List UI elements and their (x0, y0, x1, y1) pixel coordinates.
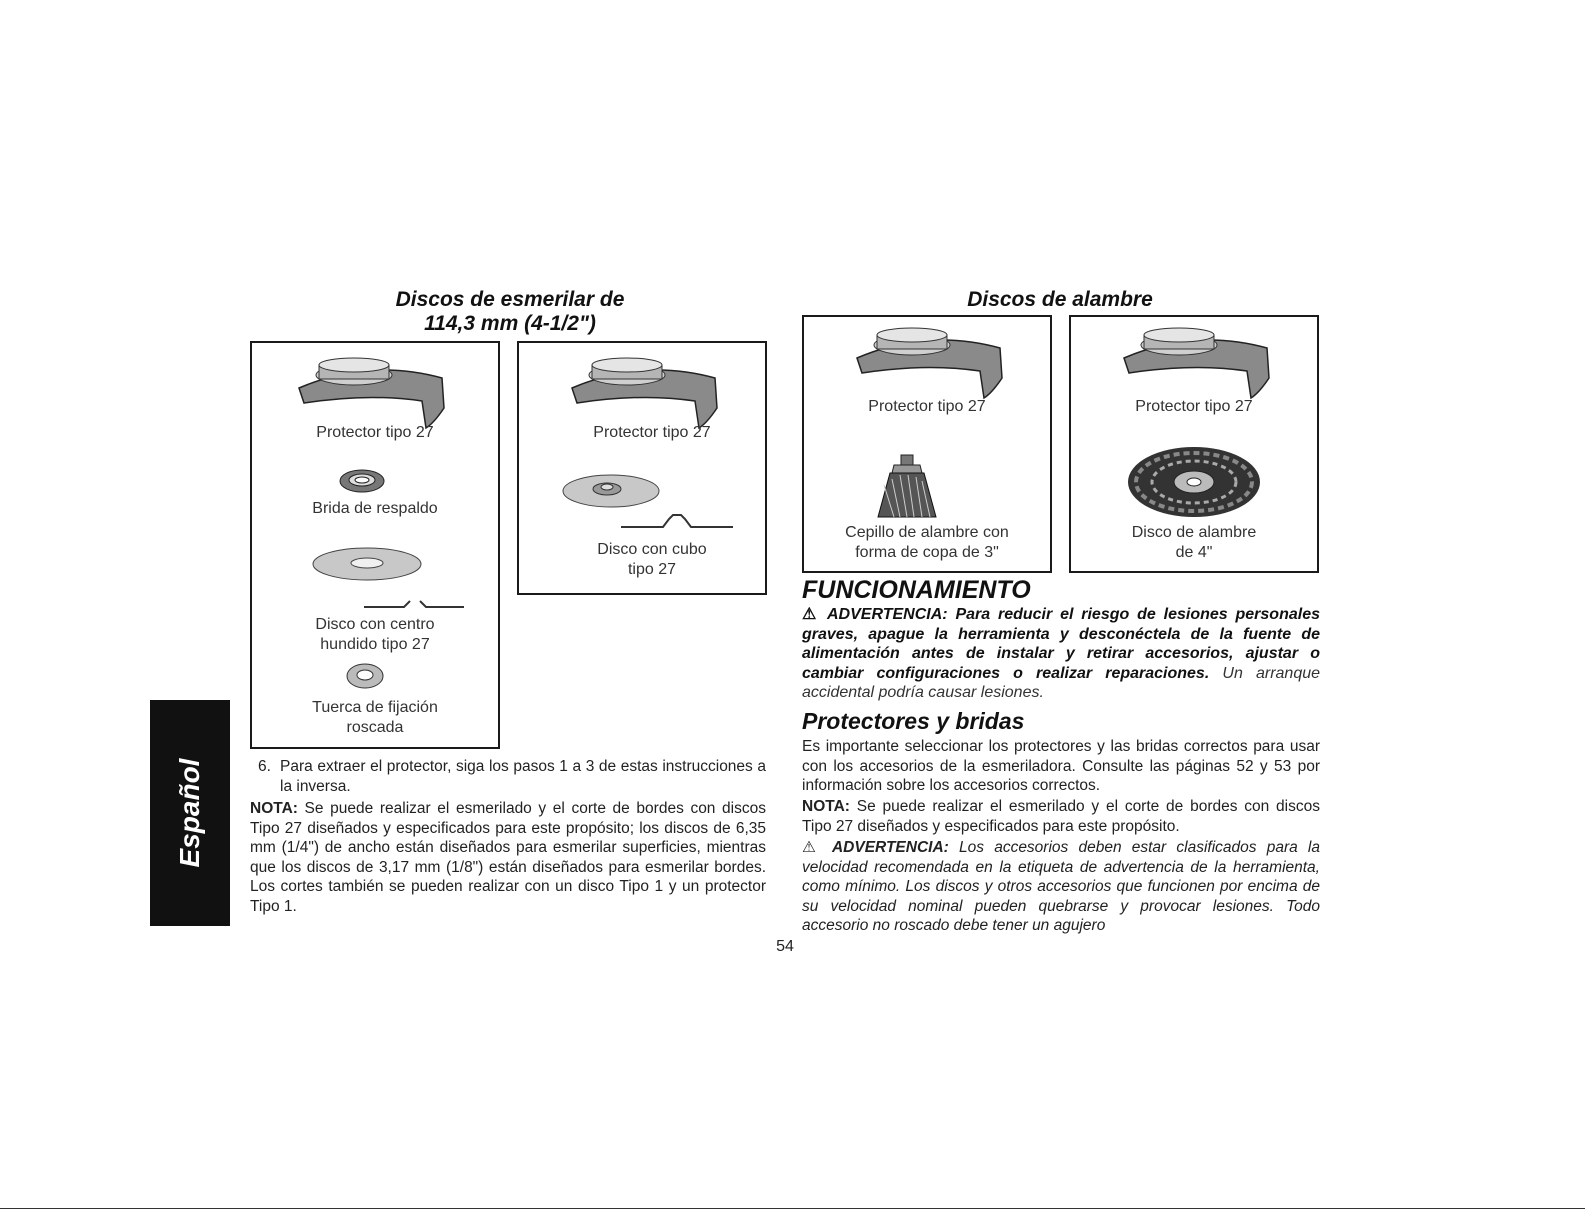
warning-2-label: ADVERTENCIA: (831, 839, 949, 856)
guards-flanges-title: Protectores y bridas (802, 708, 1025, 734)
type27-guard-illustration (567, 353, 717, 433)
box3-brush-caption-line1: Cepillo de alambre con (845, 524, 1009, 541)
box2-disc-caption (519, 540, 785, 580)
box2-disc-caption-line1: Disco con cubo (597, 541, 707, 558)
warning-1-bold-text: Para reducir el riesgo de lesiones personales graves, apague la herramienta y desconéctela de la fuente de alimentación antes de instalar y retirar accesorios, ajustar o cambiar configuraciones o realizar reparaciones. (802, 606, 1320, 682)
step-6-number: 6. (258, 758, 271, 775)
grinding-disc-box-2 (517, 341, 767, 595)
wire-cup-brush-illustration (874, 455, 940, 519)
box1-disc-caption (252, 615, 498, 655)
box1-nut-caption (252, 698, 498, 738)
hubbed-disc-profile-illustration (619, 513, 735, 531)
operation-title: FUNCIONAMIENTO (802, 576, 1031, 604)
box4-wheel-caption-line1: Disco de alambre (1131, 524, 1257, 541)
right-note-label: NOTA: (802, 798, 850, 815)
side-tab-label: Español (174, 758, 205, 868)
right-note (802, 797, 1320, 836)
right-note-text: Se puede realizar el esmerilado y el corte de bordes con discos Tipo 27 diseñados y especificados para este propósito. (802, 798, 1320, 835)
type27-guard-illustration (852, 323, 1002, 403)
box2-disc-caption-line2: tipo 27 (627, 561, 677, 578)
wire-cup-brush-box (802, 315, 1052, 573)
box4-guard-caption: Protector tipo 27 (1135, 398, 1253, 415)
warning-1-label: ADVERTENCIA: (827, 606, 948, 623)
left-note-text: Se puede realizar el esmerilado y el corte de bordes con discos Tipo 27 diseñados y especificados para este propósito; los discos de 6,35 mm (1/4") de ancho están diseñados para esmerilar superficies, mientras que los discos de 3,17 mm (1/8") están diseñados para esmerilar bordes. Los cortes también se pueden realizar con un disco Tipo 1 y un protector Tipo 1. (250, 800, 766, 915)
warning-1-italic-text: Un arranque accidental podría causar lesiones. (802, 664, 1321, 701)
threaded-lock-nut-illustration (345, 661, 385, 691)
disc-profile-illustration (362, 599, 466, 609)
box1-disc-caption-line2: hundido tipo 27 (320, 636, 430, 653)
wire-wheel-box (1069, 315, 1319, 573)
wire-wheel-illustration (1126, 445, 1262, 519)
warning-1 (802, 605, 1320, 703)
type27-guard-illustration (1119, 323, 1269, 403)
left-note (250, 799, 766, 916)
left-heading-line1: Discos de esmerilar de (395, 288, 625, 311)
language-side-tab (150, 700, 230, 926)
left-heading-line2: 114,3 mm (4-1/2") (424, 312, 596, 335)
box3-guard-caption: Protector tipo 27 (868, 398, 986, 415)
box1-flange-caption: Brida de respaldo (312, 500, 438, 517)
bottom-divider (0, 1208, 1585, 1209)
depressed-center-disc-illustration (312, 547, 422, 581)
box4-wheel-caption (1071, 523, 1317, 563)
warning-triangle-icon: ⚠ (802, 606, 820, 623)
box4-wheel-caption-line2: de 4" (1175, 544, 1213, 561)
guards-flanges-text: Es importante seleccionar los protectores y las bridas correctos para usar con los accesorios de la esmeriladora. Consulte las páginas 52 y 53 por información sobre los accesorios correctos. (802, 738, 1320, 794)
box3-brush-caption (804, 523, 1050, 563)
box1-disc-caption-line1: Disco con centro (315, 616, 435, 633)
left-heading (300, 288, 720, 336)
warning-2-text: Los accesorios deben estar clasificados para la velocidad recomendada en la etiqueta de advertencia de la herramienta, como mínimo. Los discos y otros accesorios que funcionen por encima de su velocidad nominal pueden quebrarse y provocar lesiones. Todo accesorio no roscado debe tener un agujero (802, 839, 1320, 934)
backing-flange-illustration (337, 468, 387, 494)
type27-guard-illustration (294, 353, 444, 433)
page-number: 54 (776, 938, 794, 955)
grinding-disc-box-1 (250, 341, 500, 749)
box1-guard-caption: Protector tipo 27 (316, 424, 434, 441)
box2-guard-caption: Protector tipo 27 (593, 424, 711, 441)
box1-nut-caption-line1: Tuerca de fijación (312, 699, 438, 716)
step-6-text: Para extraer el protector, siga los pasos 1 a 3 de estas instrucciones a la inversa. (280, 758, 766, 795)
right-heading: Discos de alambre (967, 288, 1153, 311)
box1-nut-caption-line2: roscada (346, 719, 404, 736)
box3-brush-caption-line2: forma de copa de 3" (855, 544, 999, 561)
hubbed-disc-illustration (561, 473, 661, 509)
warning-triangle-icon: ⚠ (802, 839, 822, 856)
step-6 (258, 757, 766, 796)
left-note-label: NOTA: (250, 800, 298, 817)
warning-2 (802, 838, 1320, 936)
